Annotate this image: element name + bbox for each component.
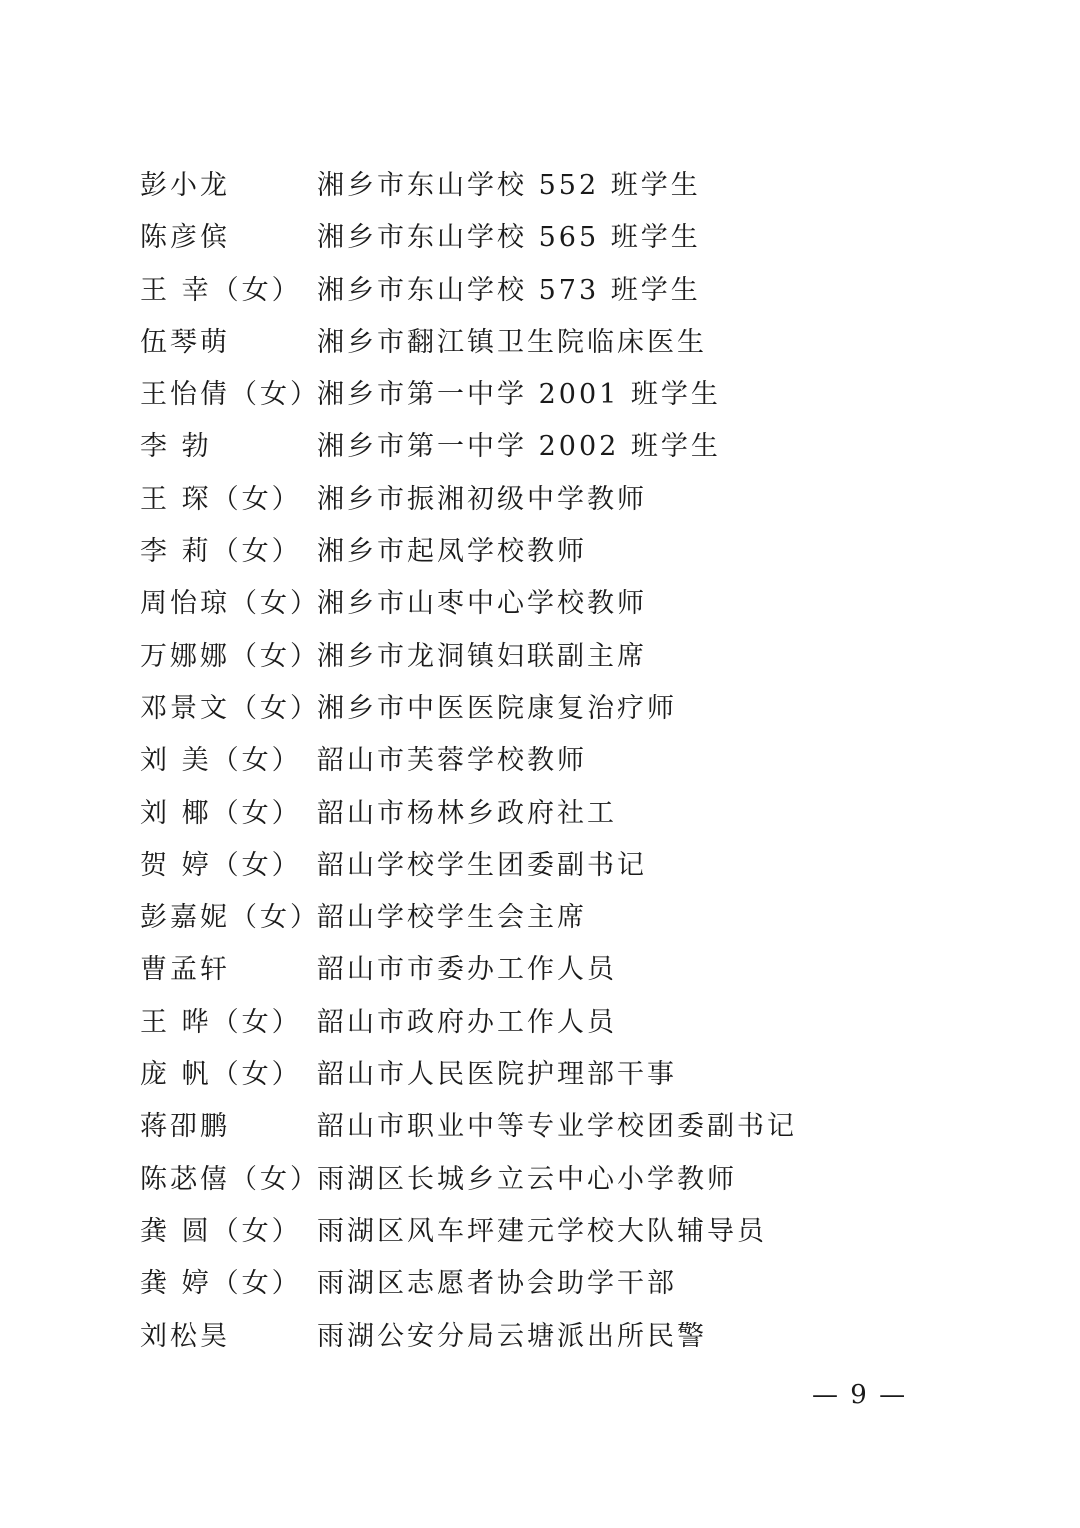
person-name: 王 幸（女） bbox=[140, 274, 302, 306]
list-item bbox=[140, 1311, 940, 1363]
person-description: 雨湖公安分局云塘派出所民警 bbox=[317, 1320, 707, 1352]
person-description: 湘乡市东山学校 552 班学生 bbox=[317, 170, 701, 201]
person-name: 刘 美（女） bbox=[140, 745, 302, 777]
name-list bbox=[140, 160, 940, 1363]
person-description: 韶山市政府办工作人员 bbox=[317, 1006, 617, 1038]
person-name: 王怡倩（女） bbox=[140, 379, 320, 411]
list-item bbox=[140, 631, 940, 683]
person-name: 万娜娜（女） bbox=[140, 640, 320, 672]
person-name: 曹孟轩 bbox=[140, 954, 230, 986]
list-item bbox=[140, 160, 940, 212]
person-name: 邓景文（女） bbox=[140, 692, 320, 724]
list-item bbox=[140, 578, 940, 630]
list-item bbox=[140, 369, 940, 421]
list-item bbox=[140, 526, 940, 578]
person-description: 湘乡市东山学校 565 班学生 bbox=[317, 222, 701, 254]
person-name: 陈苾僖（女） bbox=[140, 1163, 320, 1195]
person-description: 韶山学校学生团委副书记 bbox=[317, 849, 647, 881]
person-description: 韶山学校学生会主席 bbox=[317, 902, 587, 934]
page-number: — 9 — bbox=[812, 1380, 908, 1410]
person-name: 彭小龙 bbox=[140, 170, 230, 201]
person-description: 雨湖区长城乡立云中心小学教师 bbox=[317, 1163, 737, 1195]
list-item bbox=[140, 944, 940, 996]
list-item bbox=[140, 892, 940, 944]
person-description: 湘乡市振湘初级中学教师 bbox=[317, 483, 647, 515]
person-description: 韶山市芙蓉学校教师 bbox=[317, 745, 587, 777]
person-description: 雨湖区风车坪建元学校大队辅导员 bbox=[317, 1215, 767, 1247]
list-item bbox=[140, 1206, 940, 1258]
list-item bbox=[140, 421, 940, 473]
list-item bbox=[140, 317, 940, 369]
person-description: 湘乡市翻江镇卫生院临床医生 bbox=[317, 326, 707, 358]
person-description: 韶山市职业中等专业学校团委副书记 bbox=[317, 1111, 797, 1143]
person-description: 湘乡市东山学校 573 班学生 bbox=[317, 274, 701, 306]
person-description: 韶山市市委办工作人员 bbox=[317, 954, 617, 986]
person-name: 龚 圆（女） bbox=[140, 1215, 302, 1247]
person-name: 王 晔（女） bbox=[140, 1006, 302, 1038]
person-name: 龚 婷（女） bbox=[140, 1268, 302, 1300]
person-description: 湘乡市起凤学校教师 bbox=[317, 536, 587, 568]
list-item bbox=[140, 788, 940, 840]
person-description: 湘乡市龙洞镇妇联副主席 bbox=[317, 640, 647, 672]
list-item bbox=[140, 735, 940, 787]
person-description: 湘乡市山枣中心学校教师 bbox=[317, 588, 647, 620]
person-name: 伍琴萌 bbox=[140, 326, 230, 358]
person-description: 韶山市人民医院护理部干事 bbox=[317, 1059, 677, 1091]
list-item bbox=[140, 1154, 940, 1206]
list-item bbox=[140, 474, 940, 526]
person-name: 刘 椰（女） bbox=[140, 797, 302, 829]
person-name: 蒋卲鹏 bbox=[140, 1111, 230, 1143]
list-item bbox=[140, 1101, 940, 1153]
list-item bbox=[140, 1258, 940, 1310]
person-name: 王 琛（女） bbox=[140, 483, 302, 515]
person-name: 陈彦傧 bbox=[140, 222, 230, 254]
list-item bbox=[140, 1049, 940, 1101]
person-name: 李 莉（女） bbox=[140, 536, 302, 568]
list-item bbox=[140, 212, 940, 264]
list-item bbox=[140, 683, 940, 735]
person-name: 李 勃 bbox=[140, 431, 212, 463]
person-name: 周怡琼（女） bbox=[140, 588, 320, 620]
person-description: 韶山市杨林乡政府社工 bbox=[317, 797, 617, 829]
list-item bbox=[140, 265, 940, 317]
person-description: 湘乡市第一中学 2001 班学生 bbox=[317, 379, 721, 411]
person-description: 湘乡市第一中学 2002 班学生 bbox=[317, 431, 721, 463]
person-description: 雨湖区志愿者协会助学干部 bbox=[317, 1268, 677, 1300]
person-name: 庞 帆（女） bbox=[140, 1059, 302, 1091]
list-item bbox=[140, 997, 940, 1049]
person-description: 湘乡市中医医院康复治疗师 bbox=[317, 692, 677, 724]
person-name: 彭嘉妮（女） bbox=[140, 902, 320, 934]
list-item bbox=[140, 840, 940, 892]
person-name: 贺 婷（女） bbox=[140, 849, 302, 881]
person-name: 刘松昊 bbox=[140, 1320, 230, 1352]
